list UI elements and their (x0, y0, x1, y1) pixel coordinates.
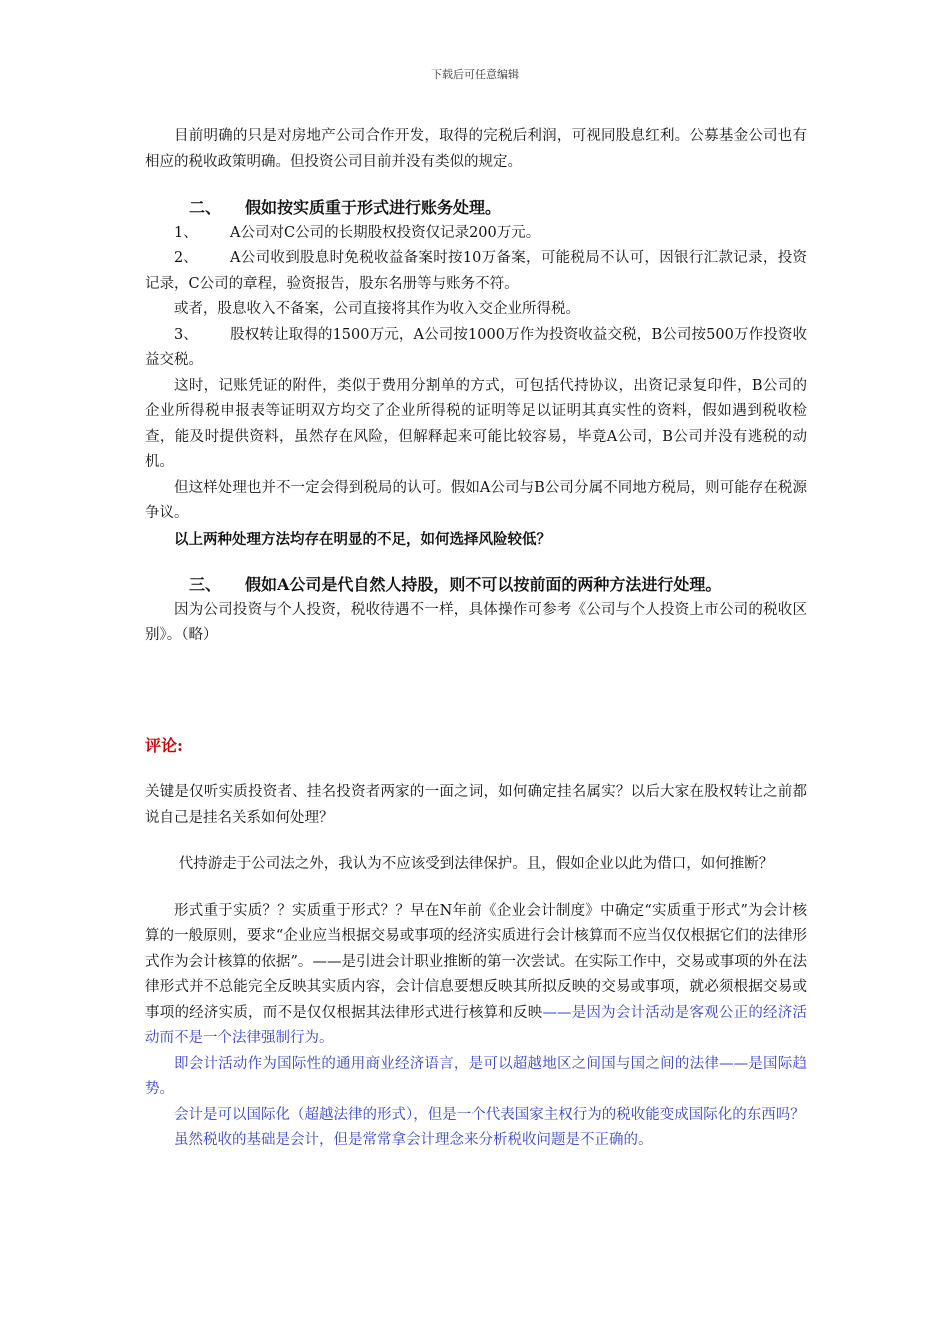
list-item-1-text: A公司对C公司的长期股权投资仅记录200万元。 (230, 224, 541, 241)
but-paragraph: 但这样处理也并不一定会得到税局的认可。假如A公司与B公司分属不同地方税局，则可能存在税源争议。 (145, 479, 807, 521)
because-paragraph: 因为公司投资与个人投资，税收待遇不一样，具体操作可参考《公司与个人投资上市公司的税收区别》。（略） (145, 601, 807, 643)
list-item-2-text: A公司收到股息时免税收益备案时按10万备案，可能税局不认可，因银行汇款记录，投资记录，C公司的章程，验资报告，股东名册等与账务不符。 (145, 250, 807, 292)
list-item-3 (145, 323, 807, 374)
list-item-2-number: 2、 (174, 250, 198, 266)
comment-3 (145, 899, 807, 1052)
comments-title: 评论: (145, 735, 183, 755)
page-header: 下载后可任意编辑 (431, 68, 519, 81)
comment-1: 关键是仅听实质投资者、挂名投资者两家的一面之词，如何确定挂名属实？以后大家在股权转让之前都说自己是挂名关系如何处理？ (145, 784, 807, 826)
or-paragraph: 或者，股息收入不备案，公司直接将其作为收入交企业所得税。 (174, 301, 580, 317)
comment-5: 会计是可以国际化（超越法律的形式），但是一个代表国家主权行为的税收能变成国际化的东西吗？ (174, 1106, 805, 1123)
comment-6: 虽然税收的基础是会计，但是常常拿会计理念来分析税收问题是不正确的。 (174, 1132, 653, 1148)
comment-3-text: 形式重于实质？？实质重于形式？？早在N年前《企业会计制度》中确定“实质重于形式”为会计核算的一般原则，要求“企业应当根据交易或事项的经济实质进行会计核算而不应当仅仅根据它们的法律形式作为会计核算的依据”。——是引进会计职业推断的第一次尝试。在实际工作中，交易或事项的外在法律形式并不总能完全反映其实质内容，会计信息要想反映其所拟反映的交易或事项，就必须根据交易或事项的经济实质，而不是仅仅根据其法律形式进行核算和反映 (145, 902, 807, 1021)
comment-2: 代持游走于公司法之外，我认为不应该受到法律保护。且，假如企业以此为借口，如何推断？ (178, 856, 774, 872)
voucher-paragraph: 这时，记账凭证的附件，类似于费用分割单的方式，可包括代持协议，出资记录复印件，B公司的企业所得税申报表等证明双方均交了企业所得税的证明等足以证明其真实性的资料，假如遇到税收检查，能及时提供资料，虽然存在风险，但解释起来可能比较容易，毕竟A公司，B公司并没有逃税的动机。 (145, 377, 807, 470)
list-item-3-number: 3、 (174, 326, 198, 343)
section-two-number: 二、 (189, 198, 222, 217)
section-two-title: 假如按实质重于形式进行账务处理。 (245, 198, 502, 217)
comment-3-highlight: ——是因为会计活动是客观公正的经济活动而不是一个法律强制行为。 (145, 1004, 808, 1046)
document-body (145, 124, 807, 1154)
section-two-heading (145, 195, 807, 221)
section-three-number: 三、 (189, 575, 222, 594)
list-item-2 (145, 246, 807, 297)
intro-paragraph: 目前明确的只是对房地产公司合作开发，取得的完税后利润，可视同股息红利。公募基金公司也有相应的税收政策明确。但投资公司目前并没有类似的规定。 (145, 128, 807, 170)
list-item-1-number: 1、 (174, 224, 198, 241)
list-item-3-text: 股权转让取得的1500万元，A公司按1000万作为投资收益交税，B公司按500万作投资收益交税。 (145, 326, 807, 368)
section-three-heading (145, 572, 807, 598)
comment-4: 即会计活动作为国际性的通用商业经济语言，是可以超越地区之间国与国之间的法律——是国际趋势。 (145, 1055, 807, 1097)
question-paragraph: 以上两种处理方法均存在明显的不足，如何选择风险较低？ (174, 530, 551, 548)
list-item-1 (145, 221, 807, 247)
section-three-title: 假如A公司是代自然人持股，则不可以按前面的两种方法进行处理。 (245, 575, 722, 594)
